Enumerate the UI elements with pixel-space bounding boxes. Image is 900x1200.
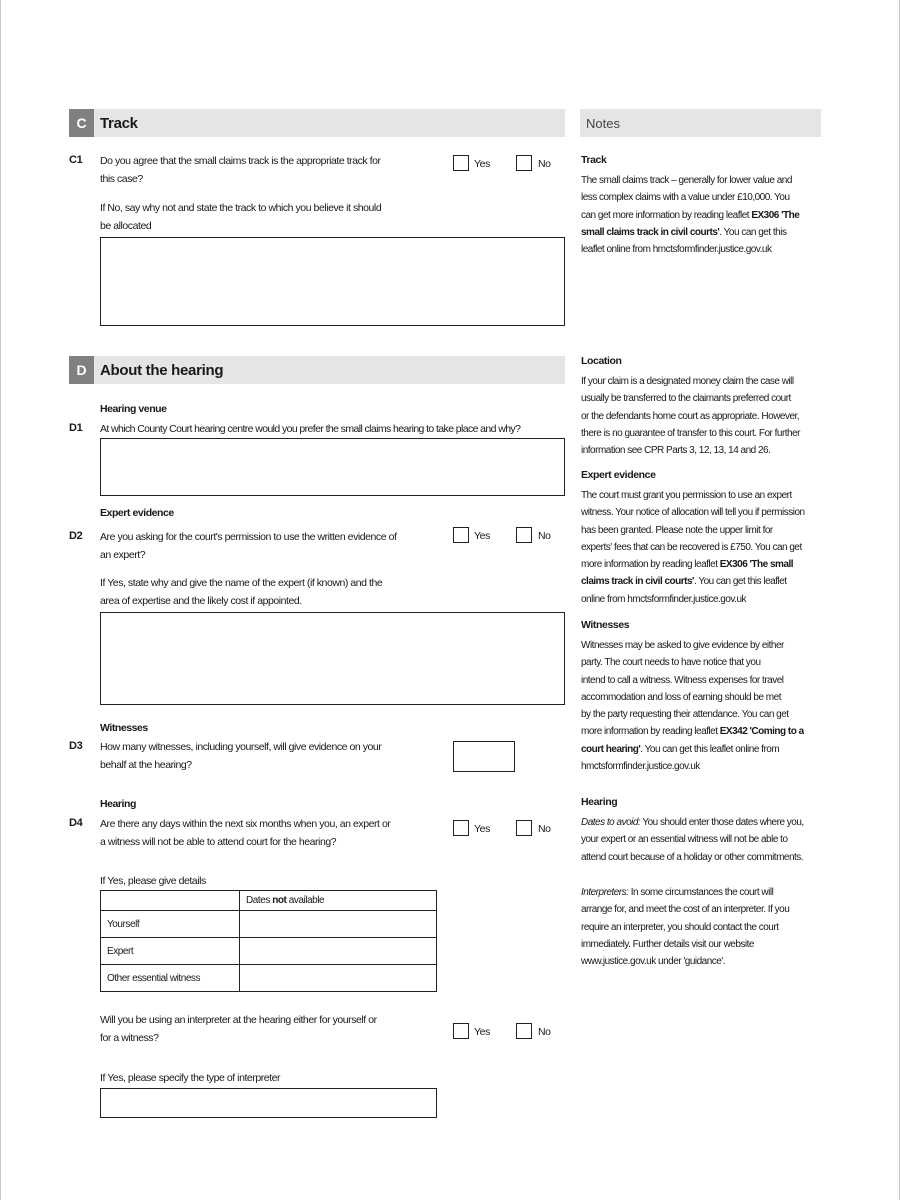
note-witnesses-line: by the party requesting their attendance. You can get <box>581 709 789 721</box>
note-location-line: information see CPR Parts 3, 12, 13, 14 and 26. <box>581 445 771 457</box>
c1-no-checkbox[interactable] <box>516 155 532 171</box>
question-number-c1: C1 <box>69 154 83 166</box>
table-row <box>101 911 437 938</box>
note-location-line: or the defendants home court as appropriate. However, <box>581 410 800 422</box>
note-expert-title: Expert evidence <box>581 469 656 481</box>
note-witnesses-line7 <box>581 741 826 758</box>
note-witnesses-title: Witnesses <box>581 619 630 631</box>
note-hearing-p1-line3: attend court because of a holiday or other commitments. <box>581 851 804 863</box>
question-d4 <box>100 815 390 851</box>
note-witnesses-line: accommodation and loss of earning should be met <box>581 691 781 703</box>
question-d3 <box>100 738 381 774</box>
row-label-yourself: Yourself <box>101 911 240 938</box>
note-expert-line7: online from hmctsformfinder.justice.gov.uk <box>581 593 747 605</box>
c1-yes-checkbox[interactable] <box>453 155 469 171</box>
table-row <box>101 965 437 992</box>
d2-subheading: Expert evidence <box>100 507 174 519</box>
note-hearing-p2-line1-text: In some circumstances the court will <box>628 887 774 898</box>
question-d3-line1: How many witnesses, including yourself, will give evidence on your <box>100 741 382 753</box>
c1-no-label: No <box>538 158 551 170</box>
interpreter-no-checkbox[interactable] <box>516 1023 532 1039</box>
dates-other-witness-input[interactable] <box>240 965 437 992</box>
section-c-title: Track <box>100 114 138 132</box>
note-hearing-p2-line3: require an interpreter, you should contact the court <box>581 921 779 933</box>
note-track-title: Track <box>581 154 607 166</box>
note-track-body <box>581 172 826 258</box>
question-interpreter <box>100 1011 377 1047</box>
d2-followup-line1: If Yes, state why and give the name of the expert (if known) and the <box>100 577 383 589</box>
note-track-line5: leaflet online from hmctsformfinder.justice.gov.uk <box>581 244 772 256</box>
dates-expert-input[interactable] <box>240 938 437 965</box>
notes-header: Notes <box>580 109 821 137</box>
question-d3-line2: behalf at the hearing? <box>100 759 192 771</box>
c1-track-reason-textarea[interactable] <box>100 237 565 326</box>
note-hearing-p1-italic: Dates to avoid: <box>581 817 641 828</box>
note-hearing-p2-line5: www.justice.gov.uk under 'guidance'. <box>581 956 726 968</box>
note-location-body <box>581 373 826 459</box>
question-c1 <box>100 152 381 188</box>
question-c1-line2: this case? <box>100 173 143 185</box>
question-d4-line2: a witness will not be able to attend court for the hearing? <box>100 836 337 848</box>
note-witnesses-line: party. The court needs to have notice that you <box>581 657 761 669</box>
note-expert-line5-bold: EX306 'The small <box>719 559 794 571</box>
interpreter-no-label: No <box>538 1026 551 1038</box>
note-witnesses-line: intend to call a witness. Witness expenses for travel <box>581 674 784 686</box>
note-track-line4-text: . You can get this <box>719 226 787 238</box>
note-expert-body <box>581 487 826 608</box>
interpreter-yes-label: Yes <box>474 1026 490 1038</box>
note-track-line3 <box>581 207 826 224</box>
note-hearing-p1-line2: your expert or an essential witness will not be able to <box>581 834 788 846</box>
d2-followup <box>100 574 382 610</box>
question-d2-line2: an expert? <box>100 549 146 561</box>
note-location-line: usually be transferred to the claimants preferred court <box>581 393 791 405</box>
note-hearing-p1 <box>581 814 826 866</box>
interpreter-followup: If Yes, please specify the type of interpreter <box>100 1072 281 1084</box>
note-witnesses-line7-bold: court hearing' <box>581 743 641 755</box>
row-label-expert: Expert <box>101 938 240 965</box>
section-d-title: About the hearing <box>100 361 224 379</box>
question-number-d2: D2 <box>69 530 83 542</box>
note-hearing-p2-line2: arrange for, and meet the cost of an interpreter. If you <box>581 904 790 916</box>
note-expert-line: experts' fees that can be recovered is £750. You can get <box>581 541 802 553</box>
table-header-post: available <box>286 895 325 906</box>
d2-yes-label: Yes <box>474 530 490 542</box>
note-hearing-p1-line1 <box>581 814 826 831</box>
d4-yes-label: Yes <box>474 823 490 835</box>
question-c1-line1: Do you agree that the small claims track is the appropriate track for <box>100 155 381 167</box>
question-number-d4: D4 <box>69 817 83 829</box>
c1-yes-label: Yes <box>474 158 490 170</box>
table-header-empty <box>101 891 240 911</box>
note-witnesses-line6-bold: EX342 'Coming to a <box>719 726 804 738</box>
note-hearing-p2-line1 <box>581 884 826 901</box>
question-interpreter-line2: for a witness? <box>100 1032 159 1044</box>
question-number-d3: D3 <box>69 740 83 752</box>
d2-no-checkbox[interactable] <box>516 527 532 543</box>
note-expert-line: has been granted. Please note the upper limit for <box>581 524 773 536</box>
note-expert-line6-text: . You can get this leaflet <box>693 576 787 588</box>
note-expert-line6 <box>581 573 826 590</box>
table-header-dates <box>240 891 437 911</box>
interpreter-yes-checkbox[interactable] <box>453 1023 469 1039</box>
d4-details-label: If Yes, please give details <box>100 875 206 887</box>
note-witnesses-line6-text: more information by reading leaflet <box>581 726 720 738</box>
note-hearing-p2-italic: Interpreters: <box>581 887 629 898</box>
section-d-header <box>69 356 565 384</box>
note-witnesses-body <box>581 637 826 775</box>
note-expert-line: witness. Your notice of allocation will tell you if permission <box>581 507 805 519</box>
note-witnesses-line7-text: . You can get this leaflet online from <box>640 743 780 755</box>
note-witnesses-line: Witnesses may be asked to give evidence by either <box>581 640 784 651</box>
note-expert-line6-bold: claims track in civil courts' <box>581 576 694 588</box>
note-hearing-p2 <box>581 884 826 970</box>
note-hearing-p1-line1-text: You should enter those dates where you, <box>640 817 804 828</box>
table-row <box>101 938 437 965</box>
question-d2 <box>100 528 396 564</box>
d2-no-label: No <box>538 530 551 542</box>
note-track-line4-bold: small claims track in civil courts' <box>581 226 720 238</box>
c1-followup <box>100 199 381 235</box>
d4-no-checkbox[interactable] <box>516 820 532 836</box>
note-track-line4 <box>581 224 826 241</box>
dates-not-available-table <box>100 890 437 992</box>
d1-subheading: Hearing venue <box>100 403 167 415</box>
c1-followup-line2: be allocated <box>100 220 152 232</box>
note-track-line1: The small claims track – generally for lower value and <box>581 175 792 186</box>
note-track-line3-text: can get more information by reading leaflet <box>581 209 752 221</box>
note-expert-line: The court must grant you permission to use an expert <box>581 490 792 501</box>
d4-subheading: Hearing <box>100 798 136 810</box>
note-location-line: there is no guarantee of transfer to this court. For further <box>581 427 801 439</box>
table-header-row <box>101 891 437 911</box>
question-interpreter-line1: Will you be using an interpreter at the hearing either for yourself or <box>100 1014 377 1026</box>
d1-hearing-centre-input[interactable] <box>100 438 565 496</box>
d3-subheading: Witnesses <box>100 722 148 734</box>
c1-followup-line1: If No, say why not and state the track to which you believe it should <box>100 202 382 214</box>
note-track-line2: less complex claims with a value under £10,000. You <box>581 192 790 204</box>
table-header-pre: Dates <box>246 895 273 906</box>
note-expert-line5 <box>581 556 826 573</box>
question-number-d1: D1 <box>69 422 83 434</box>
note-location-title: Location <box>581 355 622 367</box>
section-c-header <box>69 109 565 137</box>
note-track-line3-bold: EX306 'The <box>751 209 800 221</box>
note-hearing-p2-line4: immediately. Further details visit our website <box>581 938 754 950</box>
dates-yourself-input[interactable] <box>240 911 437 938</box>
note-witnesses-line6 <box>581 723 826 740</box>
question-d1: At which County Court hearing centre would you prefer the small claims hearing to take place and why? <box>100 423 521 435</box>
d2-yes-checkbox[interactable] <box>453 527 469 543</box>
section-d-letter: D <box>69 356 94 384</box>
d3-witness-count-input[interactable] <box>453 741 515 772</box>
note-hearing-title: Hearing <box>581 796 618 808</box>
question-d2-line1: Are you asking for the court's permission to use the written evidence of <box>100 531 397 543</box>
note-expert-line5-text: more information by reading leaflet <box>581 559 720 571</box>
question-d4-line1: Are there any days within the next six months when you, an expert or <box>100 818 391 830</box>
section-c-letter: C <box>69 109 94 137</box>
interpreter-type-input[interactable] <box>100 1088 437 1118</box>
note-witnesses-line8: hmctsformfinder.justice.gov.uk <box>581 761 700 773</box>
row-label-other-witness: Other essential witness <box>101 965 240 992</box>
d4-yes-checkbox[interactable] <box>453 820 469 836</box>
d2-expert-details-textarea[interactable] <box>100 612 565 705</box>
d4-no-label: No <box>538 823 551 835</box>
note-location-line: If your claim is a designated money claim the case will <box>581 376 794 387</box>
d2-followup-line2: area of expertise and the likely cost if appointed. <box>100 595 302 607</box>
table-header-bold: not <box>272 895 287 906</box>
